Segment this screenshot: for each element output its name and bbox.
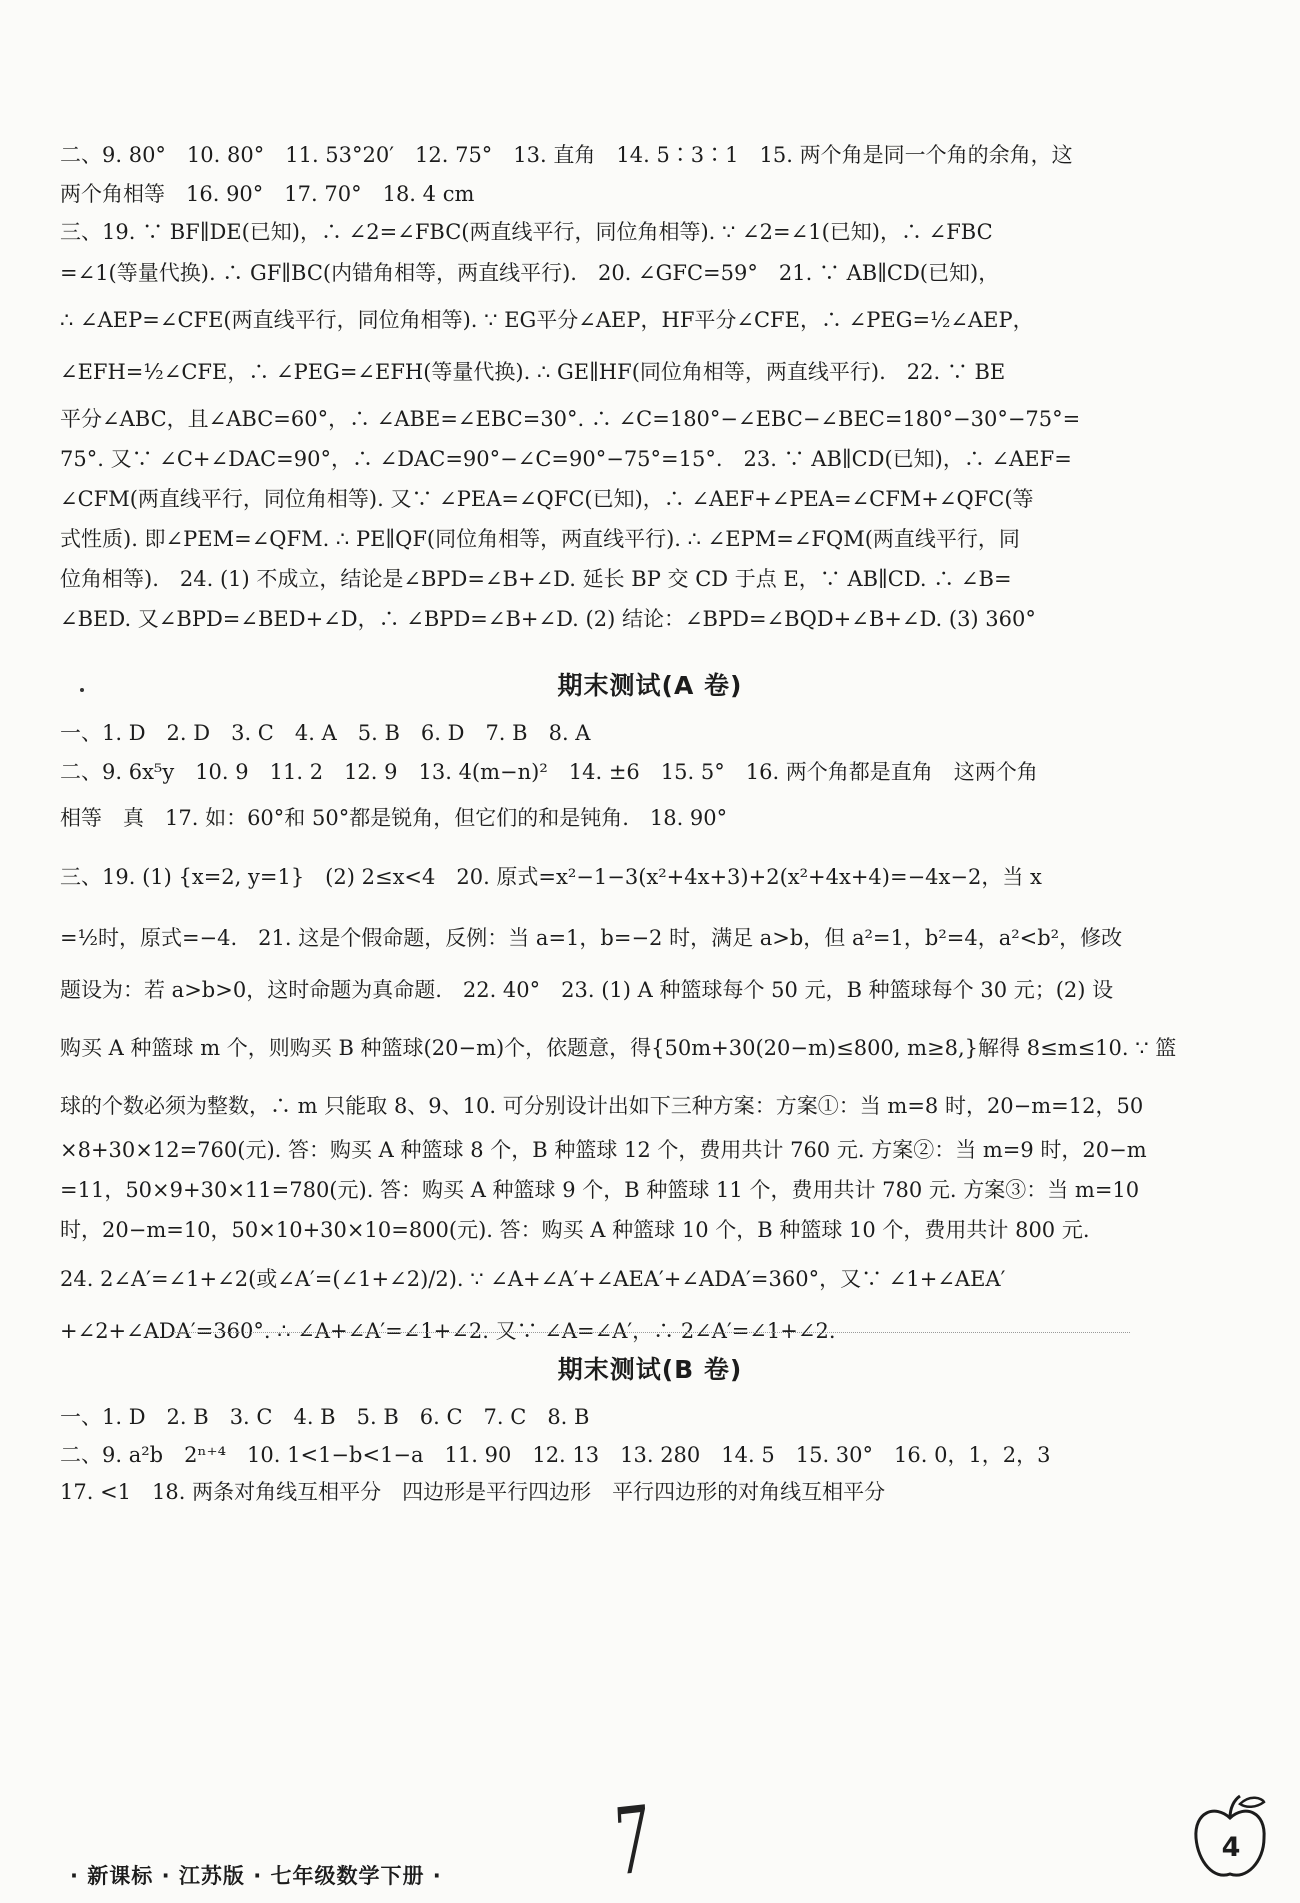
text-line: =∠1(等量代换). ∴ GF∥BC(内错角相等，两直线平行). 20. ∠GFC=59° 21. ∵ AB∥CD(已知)， xyxy=(60,260,1000,285)
text-line: =½时，原式=−4. 21. 这是个假命题，反例：当 a=1，b=−2 时，满足 a>b，但 a²=1，b²=4，a²<b²，修改 xyxy=(60,925,1123,950)
handwritten-number: 7 xyxy=(612,1785,653,1897)
section-tail xyxy=(60,135,1150,639)
text-line: =11，50×9+30×11=780(元). 答：购买 A 种篮球 9 个，B 种篮球 11 个，费用共计 780 元. 方案③：当 m=10 xyxy=(60,1177,1140,1202)
test-b-title: 期末测试(B 卷) xyxy=(557,1355,743,1384)
text-line: 三、19. ∵ BF∥DE(已知)，∴ ∠2=∠FBC(两直线平行，同位角相等). ∵ ∠2=∠1(已知)，∴ ∠FBC xyxy=(60,219,993,244)
text-line: ∠EFH=½∠CFE，∴ ∠PEG=∠EFH(等量代换). ∴ GE∥HF(同位角相等，两直线平行). 22. ∵ BE xyxy=(60,359,1006,384)
text-line: 75°. 又∵ ∠C+∠DAC=90°，∴ ∠DAC=90°−∠C=90°−75°=15°. 23. ∵ AB∥CD(已知)，∴ ∠AEF= xyxy=(60,446,1072,471)
text-line: 位角相等). 24. (1) 不成立，结论是∠BPD=∠B+∠D. 延长 BP 交 CD 于点 E，∵ AB∥CD. ∴ ∠B= xyxy=(60,566,1012,591)
text-line: 二、9. 80° 10. 80° 11. 53°20′ 12. 75° 13. 直角 14. 5∶3∶1 15. 两个角是同一个角的余角，这 xyxy=(60,142,1073,167)
text-line: 时，20−m=10，50×10+30×10=800(元). 答：购买 A 种篮球 10 个，B 种篮球 10 个，费用共计 800 元. xyxy=(60,1217,1090,1242)
text-line: ∴ ∠AEP=∠CFE(两直线平行，同位角相等). ∵ EG平分∠AEP，HF平分∠CFE，∴ ∠PEG=½∠AEP， xyxy=(60,307,1034,332)
text-line: 三、19. (1) {x=2, y=1} (2) 2≤x<4 20. 原式=x²−1−3(x²+4x+3)+2(x²+4x+4)=−4x−2，当 x xyxy=(60,864,1042,889)
section-divider xyxy=(170,1332,1130,1333)
text-line: +∠2+∠ADA′=360°. ∴ ∠A+∠A′=∠1+∠2. 又∵ ∠A=∠A′，∴ 2∠A′=∠1+∠2. xyxy=(60,1318,836,1343)
text-line: 相等 真 17. 如：60°和 50°都是锐角，但它们的和是钝角. 18. 90° xyxy=(60,805,728,830)
text-line: 24. 2∠A′=∠1+∠2(或∠A′=(∠1+∠2)/2). ∵ ∠A+∠A′+∠AEA′+∠ADA′=360°，又∵ ∠1+∠AEA′ xyxy=(60,1266,1006,1291)
text-line: 题设为：若 a>b>0，这时命题为真命题. 22. 40° 23. (1) A 种篮球每个 50 元，B 种篮球每个 30 元；(2) 设 xyxy=(60,977,1114,1002)
text-line: 17. <1 18. 两条对角线互相平分 四边形是平行四边形 平行四边形的对角线互相平分 xyxy=(60,1479,886,1504)
text-line: 二、9. 6x⁵y 10. 9 11. 2 12. 9 13. 4(m−n)² 14. ±6 15. 5° 16. 两个角都是直角 这两个角 xyxy=(60,759,1038,784)
test-b-answers xyxy=(60,1398,1150,1510)
text-line: 一、1. D 2. D 3. C 4. A 5. B 6. D 7. B 8. A xyxy=(60,720,591,745)
text-line: 平分∠ABC，且∠ABC=60°，∴ ∠ABE=∠EBC=30°. ∴ ∠C=180°−∠EBC−∠BEC=180°−30°−75°= xyxy=(60,406,1081,431)
text-line: ∠CFM(两直线平行，同位角相等). 又∵ ∠PEA=∠QFC(已知)，∴ ∠AEF+∠PEA=∠CFM+∠QFC(等 xyxy=(60,486,1034,511)
text-line: 购买 A 种篮球 m 个，则购买 B 种篮球(20−m)个，依题意，得{50m+30(20−m)≤800, m≥8,}解得 8≤m≤10. ∵ 篮 xyxy=(60,1035,1177,1060)
page-number: 4 xyxy=(1221,1832,1241,1863)
text-line: 球的个数必须为整数，∴ m 只能取 8、9、10. 可分别设计出如下三种方案：方案①：当 m=8 时，20−m=12，50 xyxy=(60,1093,1144,1118)
text-line: 一、1. D 2. B 3. C 4. B 5. B 6. C 7. C 8. B xyxy=(60,1404,590,1429)
text-line: 两个角相等 16. 90° 17. 70° 18. 4 cm xyxy=(60,181,475,206)
text-line: 二、9. a²b 2ⁿ⁺⁴ 10. 1<1−b<1−a 11. 90 12. 13 13. 280 14. 5 15. 30° 16. 0，1，2，3 xyxy=(60,1442,1051,1467)
text-line: 式性质). 即∠PEM=∠QFM. ∴ PE∥QF(同位角相等，两直线平行). ∴ ∠EPM=∠FQM(两直线平行，同 xyxy=(60,526,1020,551)
test-a-title: 期末测试(A 卷) xyxy=(557,671,743,700)
text-line: ∠BED. 又∠BPD=∠BED+∠D，∴ ∠BPD=∠B+∠D. (2) 结论：∠BPD=∠BQD+∠B+∠D. (3) 360° xyxy=(60,606,1036,631)
test-a-answers xyxy=(60,714,1177,1354)
text-line: ×8+30×12=760(元). 答：购买 A 种篮球 8 个，B 种篮球 12 个，费用共计 760 元. 方案②：当 m=9 时，20−m xyxy=(60,1137,1147,1162)
book-label: · 新课标 · 江苏版 · 七年级数学下册 · xyxy=(70,1864,442,1888)
